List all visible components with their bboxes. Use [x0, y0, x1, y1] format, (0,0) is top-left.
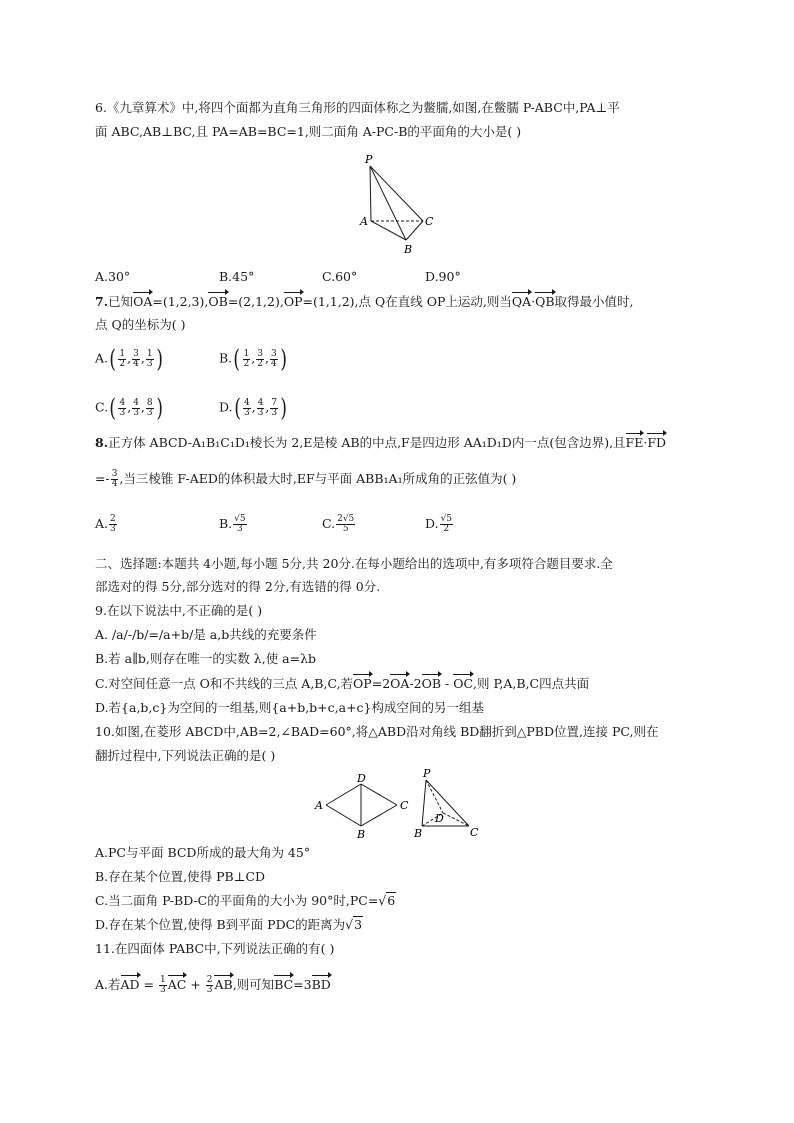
vector-fe: FE: [625, 435, 644, 450]
q7-line2: 点 Q的坐标为( ): [95, 317, 186, 332]
label-p: P: [365, 153, 373, 166]
edge-cb: [361, 805, 397, 826]
q10-option-d: D.存在某个位置,使得 B到平面 PDC的距离为√3: [95, 917, 363, 932]
q9-stem: 9.在以下说法中,不正确的是( ): [95, 603, 263, 618]
q8-line2: =- $\frac{3}{4}$ ,当三棱锥 F-AED的体积最大时,EF与平面 ABB₁A₁所成角的正弦值为( ): [95, 469, 517, 489]
edge-pb: [370, 166, 406, 240]
label-c: C: [400, 799, 409, 812]
edge-bc: [406, 221, 423, 240]
sqrt-6: √6: [378, 893, 396, 908]
q6-option-c: C.60°: [322, 269, 358, 284]
vector-oa: OA: [133, 294, 153, 309]
vector-op: OP: [283, 294, 303, 309]
label-c: C: [425, 215, 434, 228]
vector-ad: AD: [120, 977, 140, 992]
vector-ab: AB: [214, 977, 233, 992]
vector-ob: OB: [421, 676, 442, 691]
vector-qb: QB: [535, 294, 555, 309]
vector-fd: FD: [647, 435, 667, 450]
q6-line1: 6.《九章算术》中,将四个面都为直角三角形的四面体称之为鳖臑,如图,在鳖臑 P-ABC中,PA⊥平: [95, 100, 620, 115]
q10-option-b: B.存在某个位置,使得 PB⊥CD: [95, 869, 266, 884]
edge-pb: [422, 780, 426, 826]
label-d: D: [435, 812, 444, 825]
section2-line1: 二、选择题:本题共 4小题,每小题 5分,共 20分.在每小题给出的选项中,有多项符合题目要求.全: [95, 556, 613, 571]
q10-figure-folded-pyramid: [414, 766, 484, 840]
vector-op: OP: [353, 676, 372, 691]
q8-option-a: A. $\frac{2}{3}$: [95, 514, 116, 534]
q6-option-d: D.90°: [425, 269, 461, 284]
label-b: B: [414, 827, 423, 840]
edge-pc: [370, 166, 423, 221]
label-b: B: [404, 243, 413, 256]
edge-ba: [326, 805, 361, 826]
q7-option-b: B.( $\frac{1}{2}$ , $\frac{3}{2}$ , $\frac{3}{4}$ ): [219, 345, 287, 373]
vector-bd: BD: [311, 977, 331, 992]
q8-line1: 8.正方体 ABCD-A₁B₁C₁D₁棱长为 2,E是棱 AB的中点,F是四边形 AA₁D₁D内一点(包含边界),且FE·FD: [95, 435, 667, 450]
edge-dc: [361, 784, 397, 805]
q11-stem: 11.在四面体 PABC中,下列说法正确的有( ): [95, 941, 335, 956]
vector-ob: OB: [208, 294, 228, 309]
q7-option-c: C.( $\frac{4}{3}$ , $\frac{4}{3}$ , $\frac{8}{3}$ ): [95, 394, 163, 422]
vector-qa: QA: [511, 294, 532, 309]
q9-option-a: A. /a/-/b/=/a+b/是 a,b共线的充要条件: [95, 627, 317, 642]
q10-line2: 翻折过程中,下列说法正确的是( ): [95, 748, 276, 763]
q7-option-a: A.( $\frac{1}{2}$ , $\frac{3}{4}$ , $\frac{1}{3}$ ): [95, 345, 163, 373]
vector-bc: BC: [274, 977, 294, 992]
q6-option-a: A.30°: [95, 269, 131, 284]
q9-option-b: B.若 a∥b,则存在唯一的实数 λ,使 a=λb: [95, 651, 317, 666]
q6-option-b: B.45°: [219, 269, 255, 284]
edge-ad: [326, 784, 361, 805]
edge-pd-dashed: [426, 780, 443, 813]
q6-figure-tetrahedron: [355, 152, 440, 256]
label-a: A: [360, 215, 368, 228]
vector-ac: AC: [167, 977, 187, 992]
sqrt-3: √3: [345, 917, 363, 932]
q10-figure-rhombus: [312, 770, 412, 842]
label-d: D: [357, 772, 366, 785]
q8-option-b: B. $\frac{√5}{3}$: [219, 514, 246, 534]
vector-oc: OC: [453, 676, 474, 691]
q9-option-c: C.对空间任意一点 O和不共线的三点 A,B,C,若OP=2OA-2OB - OC,则 P,A,B,C四点共面: [95, 676, 590, 691]
q10-option-a: A.PC与平面 BCD所成的最大角为 45°: [95, 845, 311, 860]
label-p: P: [423, 767, 431, 780]
q7-option-d: D.( $\frac{4}{3}$ , $\frac{4}{3}$ , $\frac{7}{3}$ ): [219, 394, 288, 422]
q6-line2: 面 ABC,AB⊥BC,且 PA=AB=BC=1,则二面角 A-PC-B的平面角的大小是( ): [95, 124, 522, 139]
q10-option-c: C.当二面角 P-BD-C的平面角的大小为 90°时,PC=√6: [95, 893, 396, 908]
label-a: A: [315, 799, 323, 812]
label-c: C: [470, 826, 479, 839]
q10-line1: 10.如图,在菱形 ABCD中,AB=2,∠BAD=60°,将△ABD沿对角线 BD翻折到△PBD位置,连接 PC,则在: [95, 724, 659, 739]
edge-pa: [370, 166, 371, 221]
q8-option-c: C. $\frac{2√5}{5}$: [322, 514, 355, 534]
edge-ab: [371, 221, 406, 240]
label-b: B: [357, 828, 366, 841]
q9-option-d: D.若{a,b,c}为空间的一组基,则{a+b,b+c,a+c}构成空间的另一组基: [95, 700, 485, 715]
section2-line2: 部选对的得 5分,部分选对的得 2分,有选错的得 0分.: [95, 579, 381, 594]
q11-option-a: A.若AD = $\frac{1}{3}$ AC + $\frac{2}{3}$ AB,则可知BC=3BD: [95, 975, 331, 995]
q8-option-d: D. $\frac{√5}{2}$: [425, 514, 453, 534]
vector-oa: OA: [390, 676, 410, 691]
q7-line1: 7.已知OA=(1,2,3),OB=(2,1,2),OP=(1,1,2),点 Q在直线 OP上运动,则当QA·QB取得最小值时,: [95, 294, 634, 309]
edge-dc-dashed: [443, 813, 469, 826]
